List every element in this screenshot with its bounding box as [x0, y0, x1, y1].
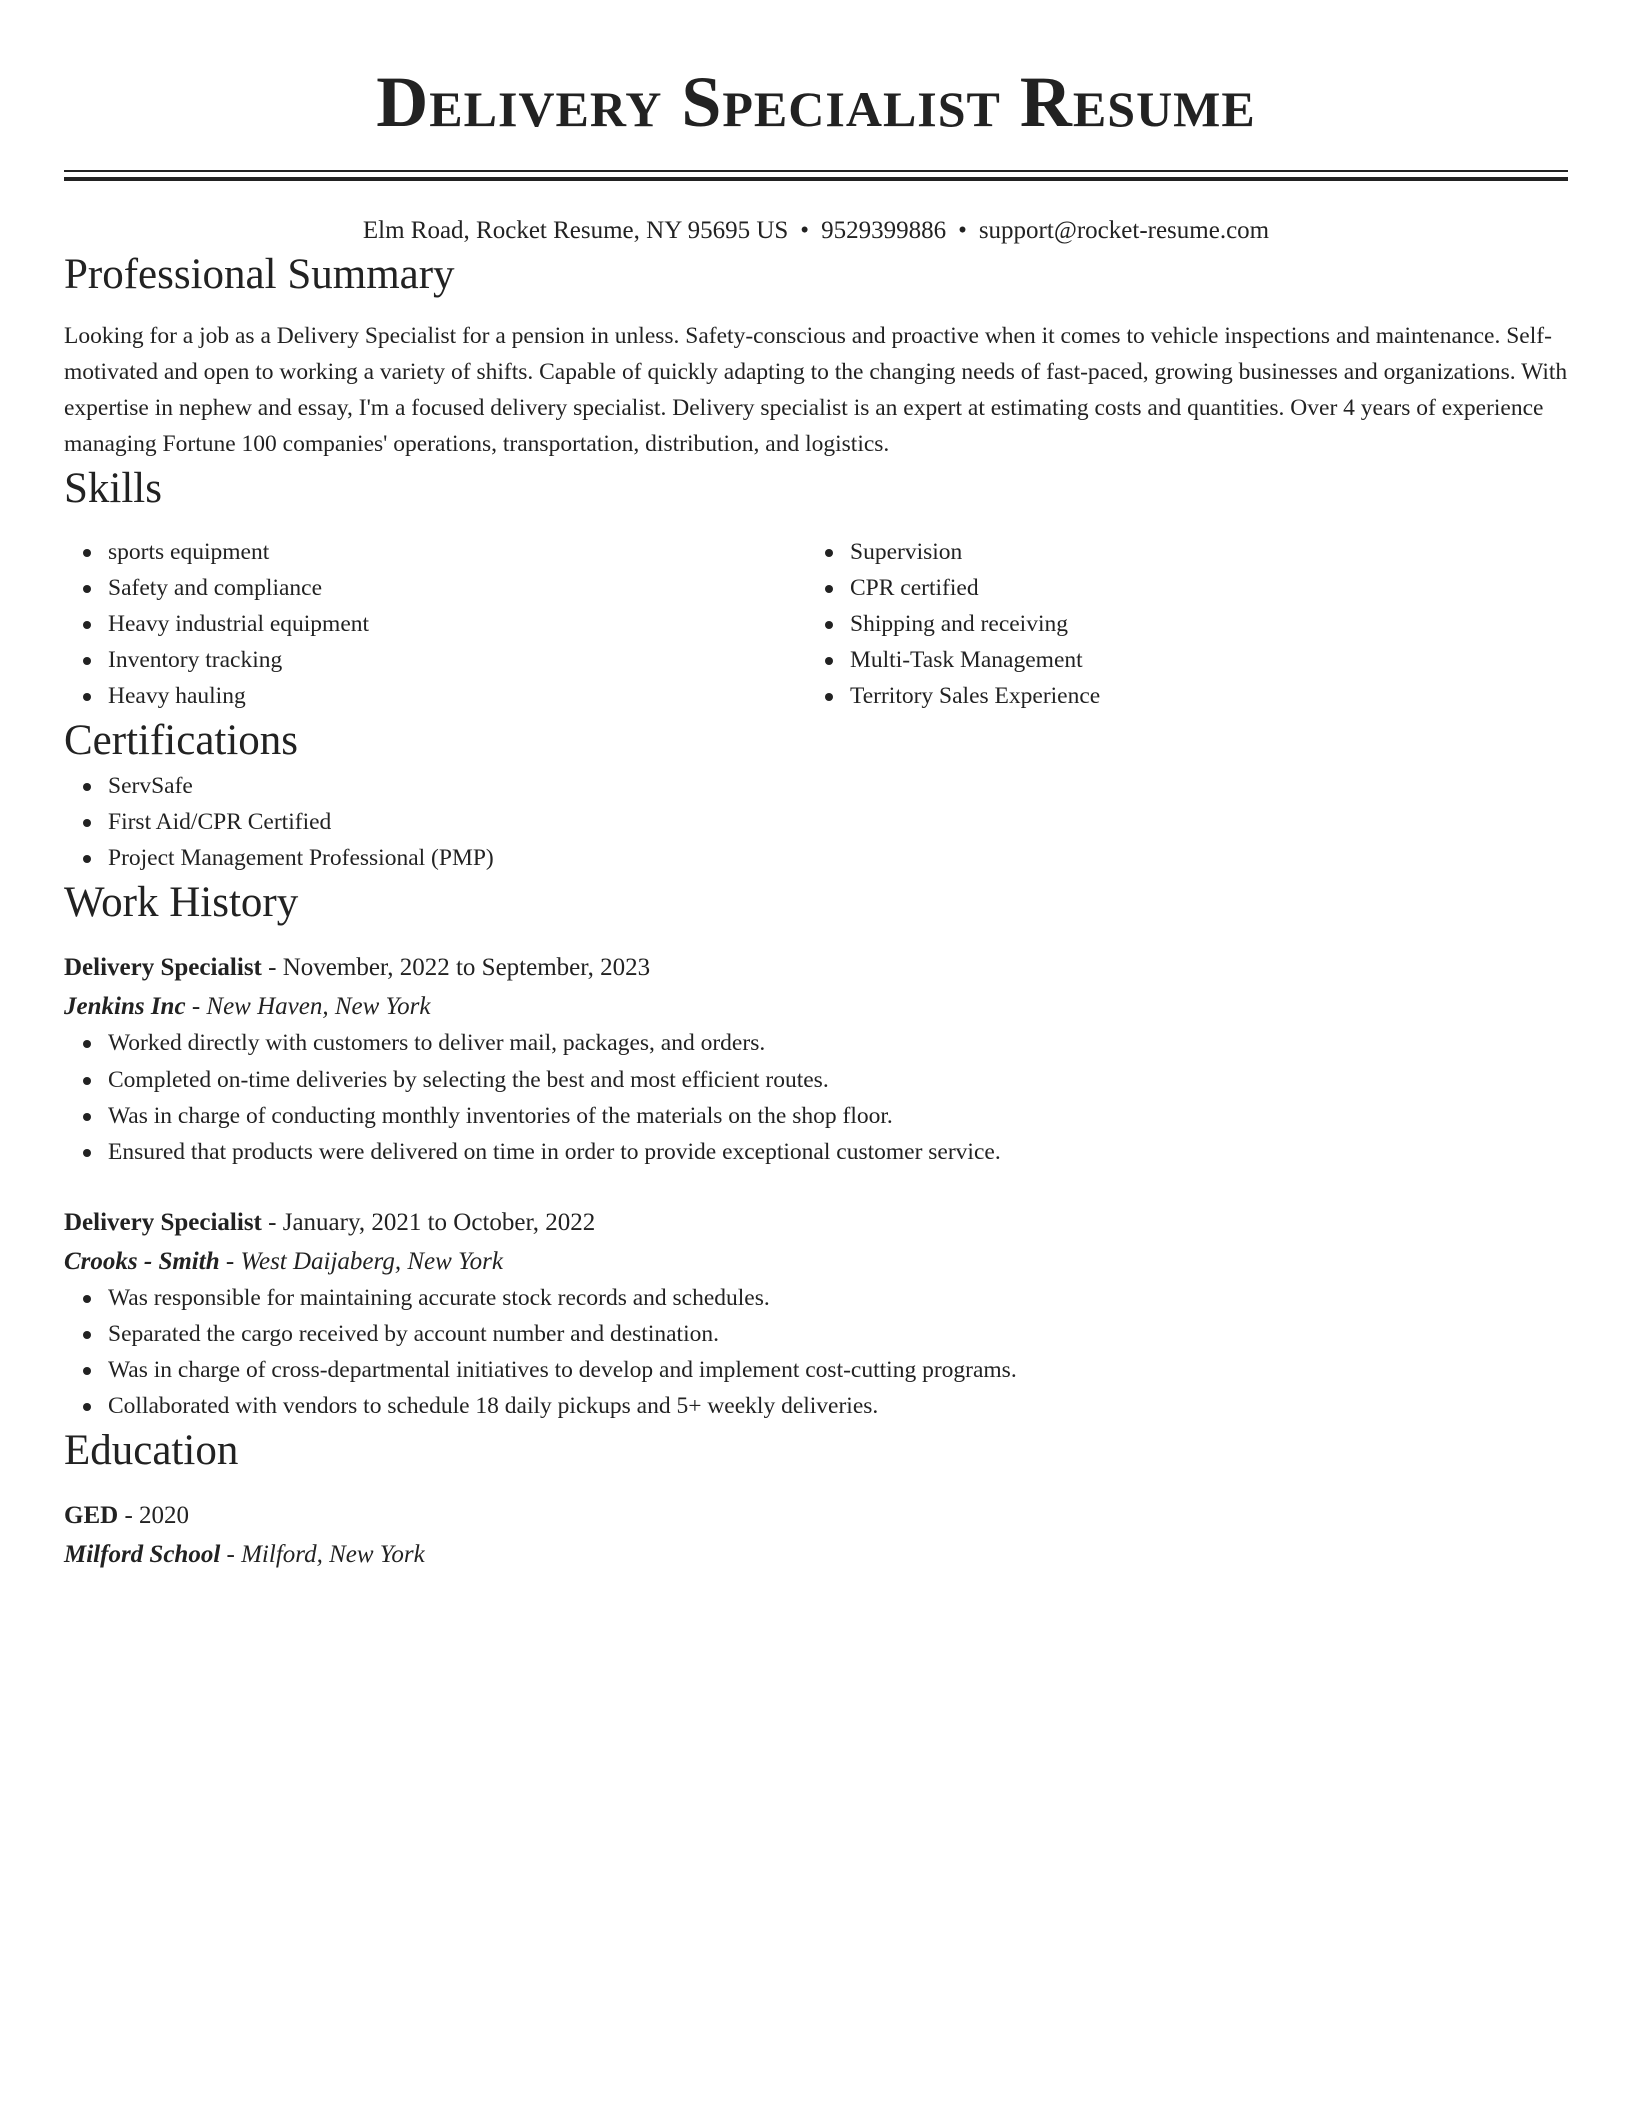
job-title-line — [64, 1205, 1568, 1241]
skill-item: Territory Sales Experience — [850, 678, 1548, 714]
education-school-line — [64, 1537, 1568, 1573]
contact-phone: 9529399886 — [821, 217, 947, 244]
job-company-line — [64, 1244, 1568, 1280]
contact-email: support@rocket-resume.com — [978, 217, 1270, 244]
job-bullet: Separated the cargo received by account number and destination. — [108, 1316, 1568, 1352]
skill-item: Heavy industrial equipment — [108, 606, 806, 642]
certifications-list — [64, 768, 1568, 876]
education-entry — [64, 1498, 1568, 1573]
job-bullet: Collaborated with vendors to schedule 18 daily pickups and 5+ weekly deliveries. — [108, 1388, 1568, 1424]
education-year: 2020 — [139, 1502, 190, 1529]
certification-item: Project Management Professional (PMP) — [108, 840, 1568, 876]
job-title-line — [64, 950, 1568, 986]
skill-item: Multi-Task Management — [850, 642, 1548, 678]
skills-list-left — [64, 534, 806, 714]
skill-item: Heavy hauling — [108, 678, 806, 714]
job-location: New Haven, New York — [206, 993, 431, 1020]
education-degree-line — [64, 1498, 1568, 1534]
contact-address: Elm Road, Rocket Resume, NY 95695 US — [362, 217, 789, 244]
education-location: Milford, New York — [241, 1541, 425, 1568]
job-entry — [64, 950, 1568, 1170]
title-double-rule — [64, 170, 1568, 181]
job-company-line — [64, 989, 1568, 1025]
job-title: Delivery Specialist — [64, 1209, 262, 1236]
certifications-heading: Certifications — [64, 717, 299, 764]
job-company: Jenkins Inc — [64, 993, 186, 1020]
summary-text: Looking for a job as a Delivery Specialist for a pension in unless. Safety-conscious and proactive when it comes to vehicle inspections and maintenance. Self-motivated and open to working a variety of shifts. Capable of quickly adapting to the changing needs of fast-paced, growing businesses and organizations. With expertise in nephew and essay, I'm a focused delivery specialist. Delivery specialist is an expert at estimating costs and quantities. Over 4 years of experience managing Fortune 100 companies' operations, transportation, distribution, and logistics. — [64, 323, 1568, 457]
job-bullet: Was in charge of conducting monthly inventories of the materials on the shop floor. — [108, 1098, 1568, 1134]
contact-separator: • — [800, 217, 810, 244]
summary-heading: Professional Summary — [64, 251, 455, 298]
job-dates: January, 2021 to October, 2022 — [282, 1209, 596, 1236]
contact-line — [64, 214, 1568, 248]
skill-item: Shipping and receiving — [850, 606, 1548, 642]
job-bullet: Completed on-time deliveries by selecting the best and most efficient routes. — [108, 1062, 1568, 1098]
skill-item: CPR certified — [850, 570, 1548, 606]
education-heading: Education — [64, 1427, 239, 1474]
resume-title: Delivery Specialist Resume — [376, 62, 1256, 142]
job-dash: - — [268, 1209, 277, 1236]
skill-item: Inventory tracking — [108, 642, 806, 678]
education-dash: - — [124, 1502, 133, 1529]
skills-column-left — [64, 534, 806, 714]
skills-heading: Skills — [64, 465, 162, 512]
job-dash: - — [268, 954, 277, 981]
job-bullet: Was in charge of cross-departmental initiatives to develop and implement cost-cutting programs. — [108, 1352, 1568, 1388]
job-bullet: Worked directly with customers to deliver mail, packages, and orders. — [108, 1025, 1568, 1061]
job-bullet: Ensured that products were delivered on time in order to provide exceptional customer service. — [108, 1134, 1568, 1170]
skill-item: Safety and compliance — [108, 570, 806, 606]
work-history-heading: Work History — [64, 879, 299, 926]
job-entry — [64, 1205, 1568, 1424]
certification-item: First Aid/CPR Certified — [108, 804, 1568, 840]
job-dates: November, 2022 to September, 2023 — [282, 954, 651, 981]
job-dash: - — [225, 1248, 235, 1275]
job-location: West Daijaberg, New York — [240, 1248, 503, 1275]
job-bullet: Was responsible for maintaining accurate stock records and schedules. — [108, 1280, 1568, 1316]
job-bullets — [64, 1280, 1568, 1424]
education-degree: GED — [64, 1502, 119, 1529]
contact-separator: • — [958, 217, 967, 244]
education-dash: - — [226, 1541, 235, 1568]
skills-list-right — [806, 534, 1548, 714]
skills-column-right — [806, 534, 1548, 714]
job-dash: - — [191, 993, 201, 1020]
education-school: Milford School — [64, 1541, 221, 1568]
job-bullets — [64, 1025, 1568, 1170]
skills-columns — [64, 534, 1568, 714]
skill-item: sports equipment — [108, 534, 806, 570]
job-company: Crooks - Smith — [64, 1248, 220, 1275]
skill-item: Supervision — [850, 534, 1548, 570]
certification-item: ServSafe — [108, 768, 1568, 804]
job-title: Delivery Specialist — [64, 954, 262, 981]
